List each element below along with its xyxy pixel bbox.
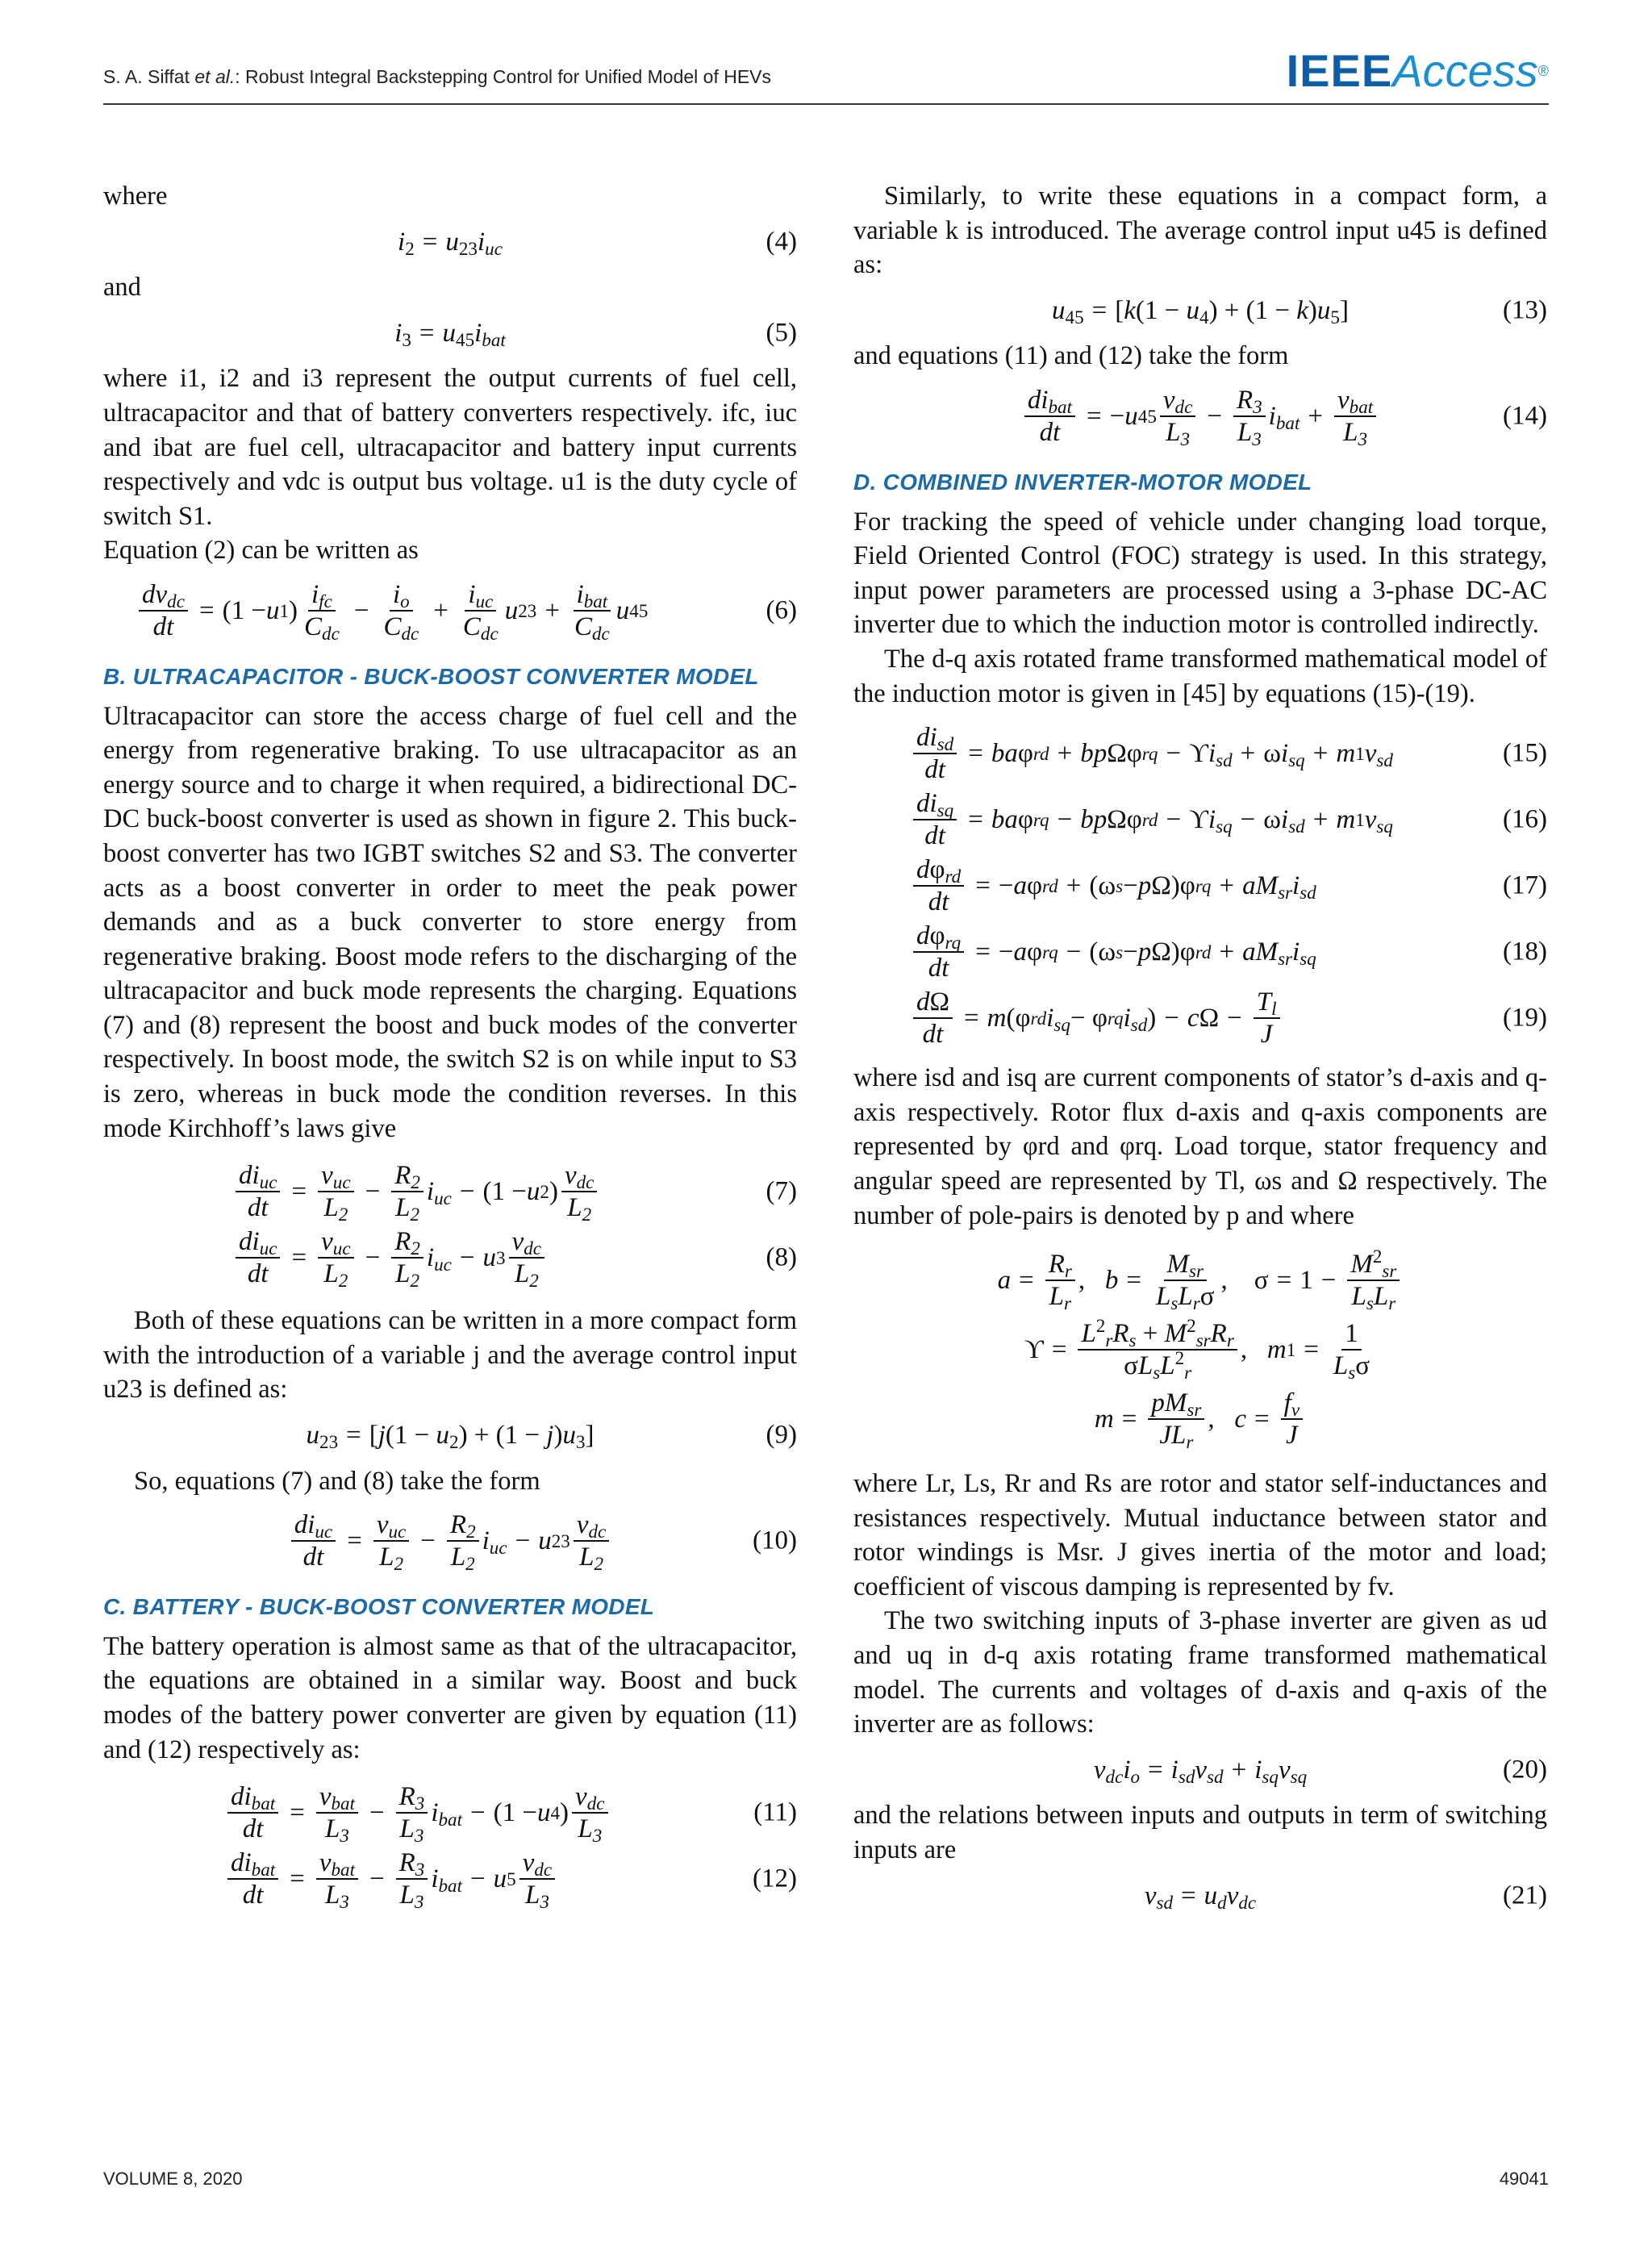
left-column xyxy=(103,179,797,1925)
equation-18: $\frac{d\varphi_{rq}}{dt}$ = − a φ rq − (ω s − p Ω)φ rd + $aM_{sr}i_{sq}$ (18) xyxy=(853,921,1547,983)
paragraph: where Lr, Ls, Rr and Rs are rotor and stator self-inductances and resistances respectively. Mutual inductance between stator and rotor windings is Msr. J gives inertia of the motor and load; coefficient of viscous damping is represented by fv. xyxy=(853,1469,1547,1601)
paragraph: where i1, i2 and i3 represent the output currents of fuel cell, ultracapacitor and that of battery converters respectively. ifc, iuc and ibat are fuel cell, ultracapacitor and battery input currents respectively and vdc is output bus voltage. u1 is the duty cycle of switch S1. xyxy=(103,364,797,531)
parameter-definitions: a = $\frac{R_r}{L_r}$ , b = $\frac{M_{sr}}{L_sL_r\sigma}$ , σ = 1 − $\frac{M^2_{sr}}{L_sL_r}$ ϒ = $\frac{L^2_rR_s + M^2_{sr}R_r}{\sigma L_sL^2_r}$ , m 1 = $\frac{1}{L_s\sigma}$ m = $\frac{pM_{sr}}{JL_r}$ , c = $\frac{f_v}{J}$ xyxy=(853,1246,1547,1454)
equation-10: $\frac{di_{uc}}{dt}$ = $\frac{v_{uc}}{L_2}$ − $\frac{R_2}{L_2}$ $i_{uc}$ − u 23 $\frac{v_{dc}}{L_2}$ (10) xyxy=(103,1509,797,1572)
equation-14: $\frac{di_{bat}}{dt}$ = − u 45 $\frac{v_{dc}}{L_3}$ − $\frac{R_3}{L_3}$ $i_{bat}$ + $\frac{v_{bat}}{L_3}$ (14) xyxy=(853,385,1547,448)
equation-7: $\frac{di_{uc}}{dt}$ = $\frac{v_{uc}}{L_2}$ − $\frac{R_2}{L_2}$ $i_{uc}$ − (1 − u 2 ) $\frac{v_{dc}}{L_2}$ (7) xyxy=(103,1160,797,1223)
equation-13: $u_{45} = [k(1 - u_4) + (1 - k)u_5]$ (13) xyxy=(1052,295,1547,328)
equation-8: $\frac{di_{uc}}{dt}$ = $\frac{v_{uc}}{L_2}$ − $\frac{R_2}{L_2}$ $i_{uc}$ − u 3 $\frac{v_{dc}}{L_2}$ (8) xyxy=(103,1226,797,1289)
paragraph: So, equations (7) and (8) take the form xyxy=(134,1466,540,1496)
paragraph: Equation (2) can be written as xyxy=(103,536,419,566)
paragraph: where isd and isq are current components of stator’s d-axis and q-axis respectively. Rotor flux d-axis and q-axis components are represented by φrd and φrq. Load torque, stator frequency and angular speed are represented by Tl, ωs and Ω respectively. The number of pole-pairs is denoted by p and where xyxy=(853,1063,1547,1230)
equation-21: $v_{sd}$ = $u_dv_{dc}$ (21) xyxy=(1144,1881,1547,1913)
header-rule xyxy=(103,103,1549,105)
equation-9: $u_{23} = [j(1 - u_2) + (1 - j)u_3]$ (9) xyxy=(306,1421,797,1453)
equation-20: $v_{dc}i_o$ = $i_{sd}v_{sd}$ + $i_{sq}v_{sq}$ (20) xyxy=(1093,1755,1547,1787)
paragraph: Ultracapacitor can store the access charge of fuel cell and the energy from regenerative braking. To use ultracapacitor as an energy source and to charge it when required, a bidirectional DC-DC buck-boost converter is used as shown in figure 2. This buck-boost converter has two IGBT switches S2 and S3. The converter acts as a boost converter in order to meet the peak power demands and as a buck converter to store energy from regenerative braking. Boost mode refers to the discharging of the ultracapacitor and buck mode represents the charging. Equations (7) and (8) represent the boost and buck modes of the converter respectively. In boost mode, the switch S2 is on while input to S3 is zero, whereas in buck mode the condition reverses. In this mode Kirchhoff’s laws give xyxy=(103,701,797,1143)
equation-11: $\frac{di_{bat}}{dt}$ = $\frac{v_{bat}}{L_3}$ − $\frac{R_3}{L_3}$ $i_{bat}$ − (1 − u 4 ) $\frac{v_{dc}}{L_3}$ (11) xyxy=(103,1781,797,1844)
right-column xyxy=(853,179,1547,1924)
paragraph: and xyxy=(103,273,141,303)
equation-16: $\frac{di_{sq}}{dt}$ = ba φ rq − bp Ωφ rd − ϒ $i_{sq}$ − ω $i_{sd}$ + m 1 $v_{sq}$ (16) xyxy=(853,788,1547,851)
section-heading: D. COMBINED INVERTER-MOTOR MODEL xyxy=(853,469,1312,495)
paragraph: The d-q axis rotated frame transformed mathematical model of the induction motor is given in [45] by equations (15)-(19). xyxy=(853,644,1547,708)
paragraph: Both of these equations can be written in a more compact form with the introduction of a variable j and the average control input u23 is defined as: xyxy=(103,1306,797,1405)
paragraph: Similarly, to write these equations in a compact form, a variable k is introduced. The average control input u45 is defined as: xyxy=(853,182,1547,280)
footer-page-number: 49041 xyxy=(1499,2169,1549,2189)
paragraph: and equations (11) and (12) take the form xyxy=(853,341,1289,371)
paragraph: The two switching inputs of 3-phase inverter are given as ud and uq in d-q axis rotating frame transformed mathematical model. The currents and voltages of d-axis and q-axis of the inverter are as follows: xyxy=(853,1606,1547,1739)
section-heading: B. ULTRACAPACITOR - BUCK-BOOST CONVERTER MODEL xyxy=(103,663,759,689)
equation-6: $\frac{dv_{dc}}{dt}$ = (1 − u 1 ) $\frac{i_{fc}}{C_{dc}}$ − $\frac{i_o}{C_{dc}}$ + $\frac{i_{uc}}{C_{dc}}$ u 23 + $\frac{i_{bat}}{C_{dc}}$ u 45 (6) xyxy=(103,579,797,642)
paragraph: The battery operation is almost same as that of the ultracapacitor, the equations are obtained in a similar way. Boost and buck modes of the battery power converter are given by equation (11) and (12) respectively as: xyxy=(103,1631,797,1764)
equation-5: $i_3 = u_{45}i_{bat}$ (5) xyxy=(394,318,797,350)
paragraph: For tracking the speed of vehicle under changing load torque, Field Oriented Control (FOC) strategy is used. In this strategy, input power parameters are processed using a 3-phase DC-AC inverter due to which the induction motor is controlled indirectly. xyxy=(853,507,1547,640)
paragraph: and the relations between inputs and outputs in term of switching inputs are xyxy=(853,1801,1547,1865)
equation-12: $\frac{di_{bat}}{dt}$ = $\frac{v_{bat}}{L_3}$ − $\frac{R_3}{L_3}$ $i_{bat}$ − u 5 $\frac{v_{dc}}{L_3}$ (12) xyxy=(103,1847,797,1910)
equation-4: $i_2 = u_{23}i_{uc}$ (4) xyxy=(398,227,797,259)
equation-19: $\frac{d\Omega}{dt}$ = m (φ rd $i_{sq}$ − φ rq $i_{sd}$ ) − c Ω − $\frac{T_l}{J}$ (19) xyxy=(853,987,1547,1050)
running-header: S. A. Siffat et al.: Robust Integral Backstepping Control for Unified Model of HEVs xyxy=(103,66,772,87)
section-heading: C. BATTERY - BUCK-BOOST CONVERTER MODEL xyxy=(103,1594,655,1620)
ieee-access-logo: IEEEAccess® xyxy=(1286,45,1549,96)
footer-volume: VOLUME 8, 2020 xyxy=(103,2169,243,2189)
paragraph: where xyxy=(103,182,168,211)
equation-17: $\frac{d\varphi_{rd}}{dt}$ = − a φ rd + (ω s − p Ω)φ rq + $aM_{sr}i_{sd}$ (17) xyxy=(853,854,1547,917)
equation-15: $\frac{di_{sd}}{dt}$ = ba φ rd + bp Ωφ rq − ϒ $i_{sd}$ + ω $i_{sq}$ + m 1 $v_{sd}$ (15) xyxy=(853,722,1547,785)
